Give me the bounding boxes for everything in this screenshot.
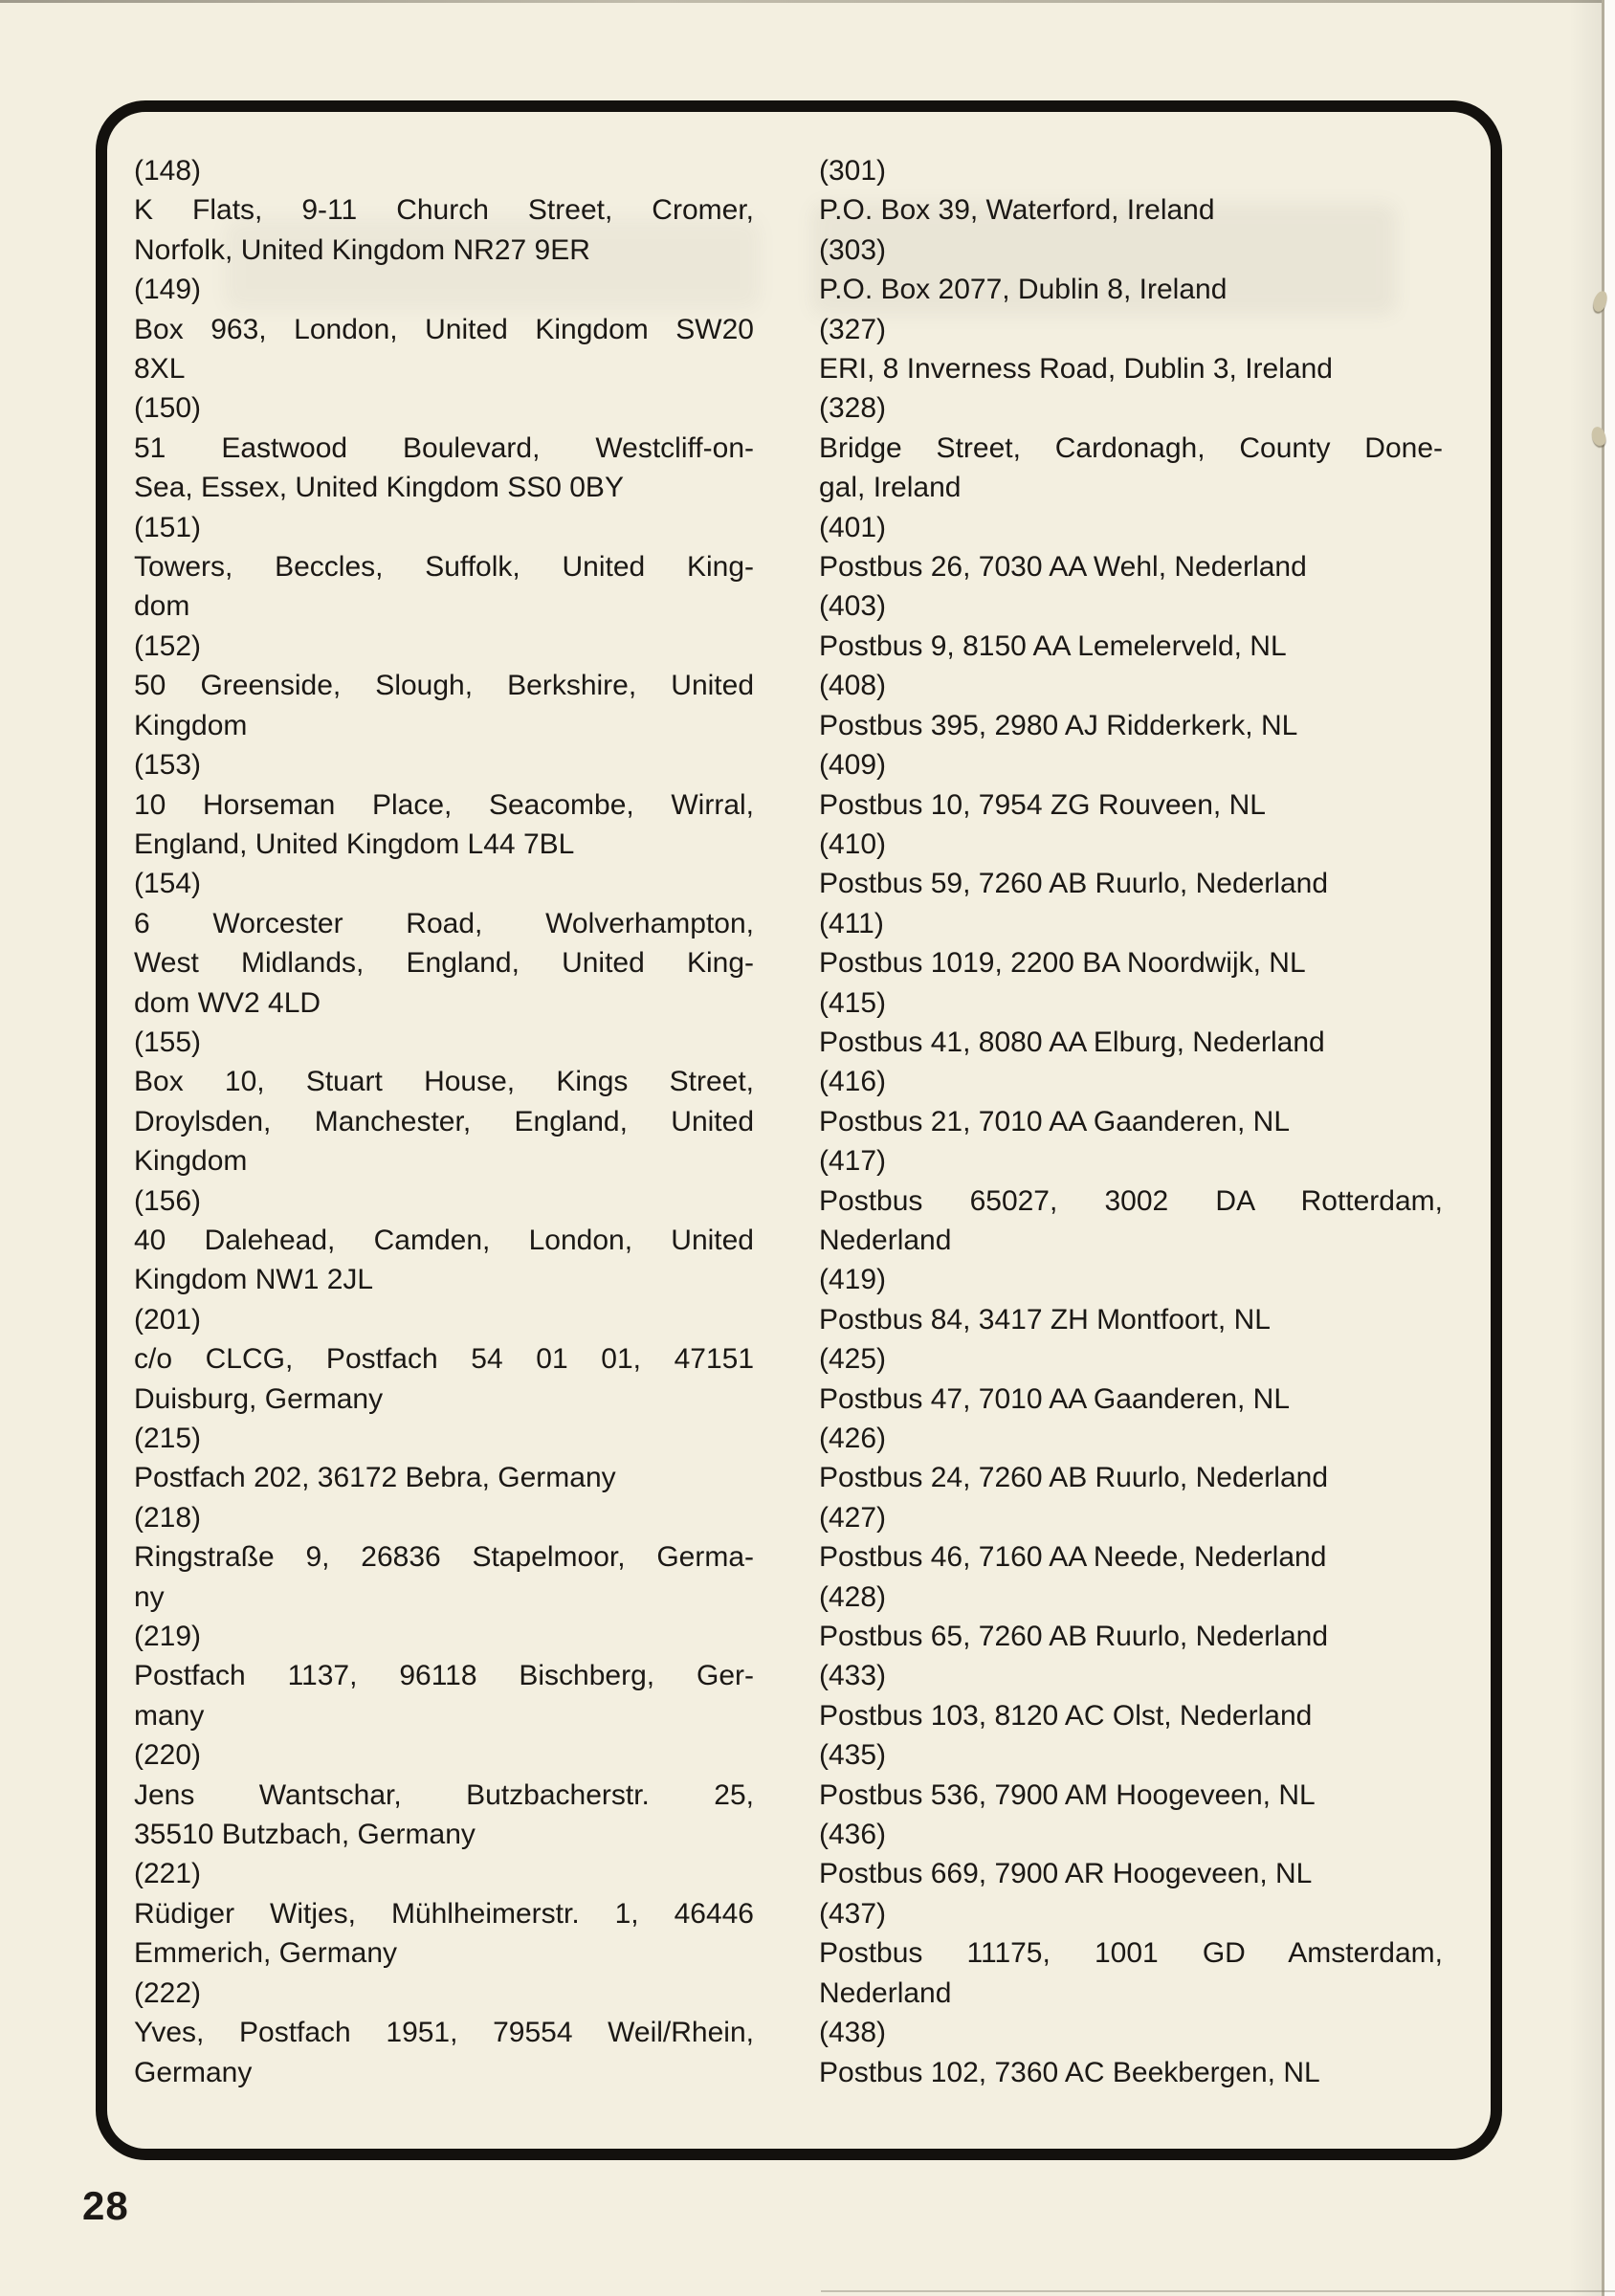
address-text-line: (218): [134, 1501, 202, 1534]
address-text-line: Emmerich, Germany: [134, 1937, 398, 1970]
address-text-line: Kingdom: [134, 709, 248, 741]
address-text-line: Postbus 11175, 1001 GD Amsterdam,: [819, 1937, 1443, 1970]
address-text-line: Postbus 395, 2980 AJ Ridderkerk, NL: [819, 709, 1298, 741]
address-column-left: [134, 151, 754, 2092]
address-text-line: (222): [134, 1976, 202, 2009]
address-text-line: (221): [134, 1858, 202, 1890]
address-text-line: (426): [819, 1423, 887, 1454]
address-text-line: (435): [819, 1739, 887, 1772]
address-text-line: many: [134, 1699, 205, 1732]
address-text-line: (428): [819, 1580, 887, 1613]
address-text-line: Yves, Postfach 1951, 79554 Weil/Rhein,: [134, 2017, 754, 2049]
address-text-line: (409): [819, 749, 887, 782]
address-text-line: (438): [819, 2017, 887, 2049]
scan-edge-bottom-line: [821, 2290, 1615, 2292]
address-text-line: Sea, Essex, United Kingdom SS0 0BY: [134, 472, 624, 504]
address-text-line: Postbus 536, 7900 AM Hoogeveen, NL: [819, 1778, 1316, 1811]
address-text-line: West Midlands, England, United King-: [134, 947, 754, 980]
address-text-line: (149): [134, 274, 202, 306]
address-text-line: Jens Wantschar, Butzbacherstr. 25,: [134, 1778, 754, 1811]
address-text-line: Kingdom: [134, 1145, 248, 1178]
address-text-line: Bridge Street, Cardonagh, County Done-: [819, 431, 1443, 464]
address-text-line: (401): [819, 511, 887, 543]
page-number: 28: [82, 2183, 129, 2228]
address-text-line: Postbus 10, 7954 ZG Rouveen, NL: [819, 788, 1266, 821]
address-text-line: Postbus 46, 7160 AA Neede, Nederland: [819, 1541, 1327, 1574]
address-text-line: (151): [134, 511, 202, 543]
address-text-line: (201): [134, 1303, 202, 1336]
address-text-line: England, United Kingdom L44 7BL: [134, 828, 575, 860]
address-text-line: (415): [819, 986, 887, 1019]
address-text-line: ERI, 8 Inverness Road, Dublin 3, Ireland: [819, 353, 1333, 386]
address-text-line: (433): [819, 1660, 887, 1692]
scan-edge-top-line: [0, 0, 1615, 3]
address-text-line: Postfach 202, 36172 Bebra, Germany: [134, 1462, 616, 1494]
address-text-line: (417): [819, 1145, 887, 1178]
address-text-line: (408): [819, 670, 887, 702]
address-text-line: Postbus 65, 7260 AB Ruurlo, Nederland: [819, 1621, 1329, 1653]
address-text-line: Box 963, London, United Kingdom SW20: [134, 313, 754, 345]
address-text-line: Postbus 103, 8120 AC Olst, Nederland: [819, 1699, 1313, 1732]
address-text-line: (427): [819, 1501, 887, 1534]
address-text-line: (403): [819, 590, 887, 623]
address-text-line: Nederland: [819, 1224, 952, 1256]
address-text-line: dom WV2 4LD: [134, 986, 321, 1019]
address-text-line: gal, Ireland: [819, 472, 962, 504]
address-text-line: (150): [134, 392, 202, 425]
address-text-line: Towers, Beccles, Suffolk, United King-: [134, 551, 754, 584]
address-text-line: (148): [134, 155, 202, 187]
address-text-line: (327): [819, 313, 887, 345]
address-text-line: 35510 Butzbach, Germany: [134, 1819, 476, 1851]
address-text-line: (301): [819, 155, 887, 187]
address-text-line: dom: [134, 590, 190, 623]
address-text-line: (154): [134, 868, 202, 900]
address-text-line: 10 Horseman Place, Seacombe, Wirral,: [134, 788, 754, 821]
address-text-line: Postbus 47, 7010 AA Gaanderen, NL: [819, 1382, 1291, 1415]
address-text-line: Postbus 21, 7010 AA Gaanderen, NL: [819, 1105, 1291, 1137]
address-text-line: Droylsden, Manchester, England, United: [134, 1105, 754, 1137]
address-text-line: Box 10, Stuart House, Kings Street,: [134, 1066, 754, 1098]
address-text-line: (436): [819, 1819, 887, 1851]
address-text-line: Postfach 1137, 96118 Bischberg, Ger-: [134, 1660, 754, 1692]
address-text-line: (328): [819, 392, 887, 425]
address-text-line: Postbus 59, 7260 AB Ruurlo, Nederland: [819, 868, 1329, 900]
address-text-line: Postbus 26, 7030 AA Wehl, Nederland: [819, 551, 1307, 584]
address-text-line: Postbus 84, 3417 ZH Montfoort, NL: [819, 1303, 1271, 1336]
address-text-line: P.O. Box 39, Waterford, Ireland: [819, 194, 1215, 227]
address-text-line: Ringstraße 9, 26836 Stapelmoor, Germa-: [134, 1541, 754, 1574]
address-text-line: (153): [134, 749, 202, 782]
address-text-line: ny: [134, 1580, 165, 1613]
address-text-line: 50 Greenside, Slough, Berkshire, United: [134, 670, 754, 702]
address-text-line: Postbus 1019, 2200 BA Noordwijk, NL: [819, 947, 1306, 980]
address-text-line: (219): [134, 1621, 202, 1653]
address-text-line: (437): [819, 1897, 887, 1930]
address-text-line: Postbus 102, 7360 AC Beekbergen, NL: [819, 2056, 1320, 2088]
address-text-line: 40 Dalehead, Camden, London, United: [134, 1224, 754, 1256]
address-text-line: (220): [134, 1739, 202, 1772]
address-text-line: 51 Eastwood Boulevard, Westcliff-on-: [134, 431, 754, 464]
address-text-line: Germany: [134, 2056, 253, 2088]
address-text-line: (215): [134, 1423, 202, 1454]
address-text-line: Postbus 65027, 3002 DA Rotterdam,: [819, 1184, 1443, 1217]
address-text-line: c/o CLCG, Postfach 54 01 01, 47151: [134, 1343, 754, 1376]
address-text-line: Norfolk, United Kingdom NR27 9ER: [134, 233, 590, 266]
address-text-line: (155): [134, 1026, 202, 1058]
address-text-line: Rüdiger Witjes, Mühlheimerstr. 1, 46446: [134, 1897, 754, 1930]
address-text-line: P.O. Box 2077, Dublin 8, Ireland: [819, 274, 1228, 306]
address-text-line: Duisburg, Germany: [134, 1382, 384, 1415]
paper-right-shadow: [1569, 0, 1602, 2296]
address-text-line: (416): [819, 1066, 887, 1098]
address-text-line: 6 Worcester Road, Wolverhampton,: [134, 907, 754, 939]
address-text-line: (152): [134, 629, 202, 662]
address-text-line: (156): [134, 1184, 202, 1217]
address-column-right: [819, 151, 1443, 2092]
address-text-line: (425): [819, 1343, 887, 1376]
address-text-line: Kingdom NW1 2JL: [134, 1264, 374, 1296]
scan-edge-right-strip: [1602, 0, 1615, 2296]
address-text-line: (410): [819, 828, 887, 860]
address-text-line: Postbus 9, 8150 AA Lemelerveld, NL: [819, 629, 1287, 662]
address-text-line: (419): [819, 1264, 887, 1296]
address-text-line: (411): [819, 907, 884, 939]
address-text-line: K Flats, 9-11 Church Street, Cromer,: [134, 194, 754, 227]
address-text-line: 8XL: [134, 353, 186, 386]
address-text-line: Postbus 24, 7260 AB Ruurlo, Nederland: [819, 1462, 1329, 1494]
address-text-line: (303): [819, 233, 887, 266]
address-text-line: Postbus 41, 8080 AA Elburg, Nederland: [819, 1026, 1325, 1058]
address-text-line: Postbus 669, 7900 AR Hoogeveen, NL: [819, 1858, 1313, 1890]
address-text-line: Nederland: [819, 1976, 952, 2009]
